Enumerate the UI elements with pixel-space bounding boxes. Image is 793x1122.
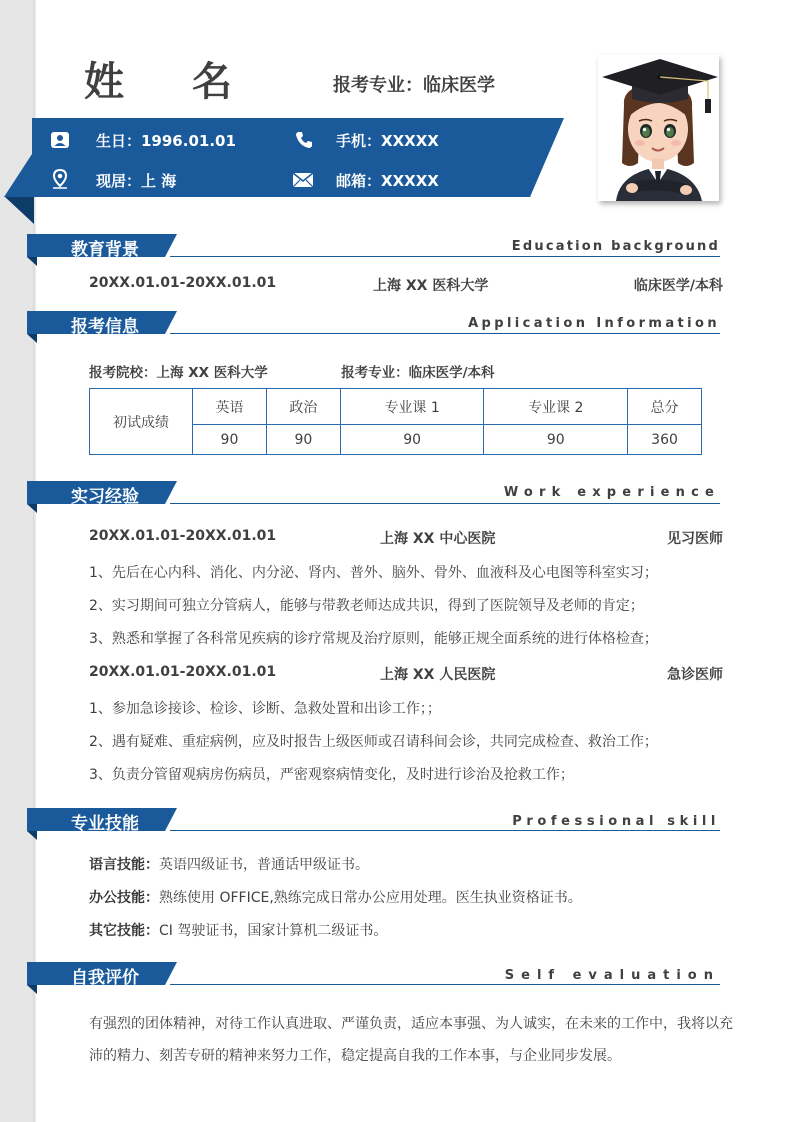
- score-value-total: 360: [628, 425, 702, 455]
- education-row: [89, 275, 723, 295]
- score-value-major-1: 90: [340, 425, 484, 455]
- skills-section-line: [170, 830, 720, 831]
- birthday-text: 生日：1996.01.01: [96, 132, 236, 150]
- skill-language-label: 语言技能：: [89, 857, 159, 873]
- score-header-english: 英语: [193, 389, 267, 425]
- skills-section-title: 专业技能: [71, 814, 139, 834]
- job-2-period: 20XX.01.01-20XX.01.01: [89, 664, 277, 680]
- email-text: 邮箱：XXXXX: [336, 172, 439, 190]
- job-2-duty-1: 1、参加急诊接诊、检诊、诊断、急救处置和出诊工作；；: [89, 701, 441, 717]
- job-1-duty-1: 1、先后在心内科、消化、内分泌、肾内、普外、脑外、骨外、血液科及心电图等科室实习；: [89, 565, 658, 581]
- score-value-major-2: 90: [484, 425, 628, 455]
- applied-major-detail: 报考专业：临床医学/本科: [341, 365, 495, 381]
- skill-other-label: 其它技能：: [89, 923, 159, 939]
- education-section-title: 教育背景: [71, 240, 139, 260]
- profile-photo: [598, 55, 719, 201]
- work-section-title-en: Work experience: [503, 485, 720, 500]
- education-degree: 临床医学/本科: [633, 278, 723, 294]
- education-period: 20XX.01.01-20XX.01.01: [89, 275, 277, 291]
- address-text: 现居：上 海: [96, 172, 177, 190]
- id-card-icon: [50, 130, 70, 150]
- score-header-politics: 政治: [266, 389, 340, 425]
- skills-section-title-en: Professional skill: [512, 814, 720, 829]
- job-2-duty-3: 3、负责分管留观病房伤病员，严密观察病情变化，及时进行诊治及抢救工作；: [89, 767, 574, 783]
- skill-office: [89, 887, 582, 907]
- job-2-place: 上海 XX 人民医院: [380, 667, 496, 683]
- score-header-major-2: 专业课 2: [484, 389, 628, 425]
- self-eval-section-title: 自我评价: [71, 968, 139, 988]
- score-header-major-1: 专业课 1: [340, 389, 484, 425]
- phone-icon: [294, 130, 314, 150]
- job-2-role: 急诊医师: [667, 667, 723, 683]
- job-2-duty-2: 2、遇有疑难、重症病例，应及时报告上级医师或召请科间会诊，共同完成检查、救治工作；: [89, 734, 658, 750]
- phone-text: 手机：XXXXX: [336, 132, 439, 150]
- application-section-title-en: Application Information: [468, 316, 720, 331]
- score-table: [89, 388, 702, 455]
- self-eval-section-title-en: Self evaluation: [504, 968, 720, 983]
- job-1-place: 上海 XX 中心医院: [380, 531, 496, 547]
- location-pin-icon: [50, 169, 70, 189]
- skill-office-text: 熟练使用 OFFICE,熟练完成日常办公应用处理。医生执业资格证书。: [159, 890, 582, 906]
- job-1-duty-3: 3、熟悉和掌握了各科常见疾病的诊疗常规及治疗原则，能够正规全面系统的进行体格检查；: [89, 631, 658, 647]
- education-section-title-en: Education background: [511, 239, 720, 254]
- skill-language-text: 英语四级证书，普通话甲级证书。: [159, 857, 369, 873]
- education-school: 上海 XX 医科大学: [373, 278, 489, 294]
- application-section-line: [170, 333, 720, 334]
- skill-language: [89, 854, 369, 874]
- application-section-title: 报考信息: [71, 317, 139, 337]
- application-info-row: [89, 361, 495, 381]
- score-table-header-row: [90, 389, 702, 425]
- work-section-line: [170, 503, 720, 504]
- score-value-english: 90: [193, 425, 267, 455]
- skill-other-text: CI 驾驶证书，国家计算机二级证书。: [159, 923, 388, 939]
- score-row-label: 初试成绩: [90, 389, 193, 455]
- graduate-avatar-illustration: [598, 55, 719, 201]
- score-header-total: 总分: [628, 389, 702, 425]
- mail-icon: [292, 170, 314, 190]
- self-eval-section-line: [170, 984, 720, 985]
- work-section-title: 实习经验: [71, 487, 139, 507]
- self-eval-text: 有强烈的团体精神，对待工作认真进取、严谨负责，适应本事强、为人诚实，在未来的工作中，我将以充沛的精力、刻苦专研的精神来努力工作，稳定提高自我的工作本事，与企业同步发展。: [89, 1016, 733, 1064]
- job-1-period: 20XX.01.01-20XX.01.01: [89, 528, 277, 544]
- education-section-line: [170, 256, 720, 257]
- applied-major: 报考专业：临床医学: [333, 75, 495, 96]
- skill-other: [89, 920, 387, 940]
- candidate-name: 姓名: [84, 59, 300, 105]
- job-1-role: 见习医师: [667, 531, 723, 547]
- personal-info-band: [4, 118, 564, 197]
- score-value-politics: 90: [266, 425, 340, 455]
- job-1-row: [89, 528, 723, 548]
- skill-office-label: 办公技能：: [89, 890, 159, 906]
- job-1-duty-2: 2、实习期间可独立分管病人，能够与带教老师达成共识，得到了医院领导及老师的肯定；: [89, 598, 644, 614]
- applied-school: 报考院校：上海 XX 医科大学: [89, 365, 268, 381]
- job-2-row: [89, 664, 723, 684]
